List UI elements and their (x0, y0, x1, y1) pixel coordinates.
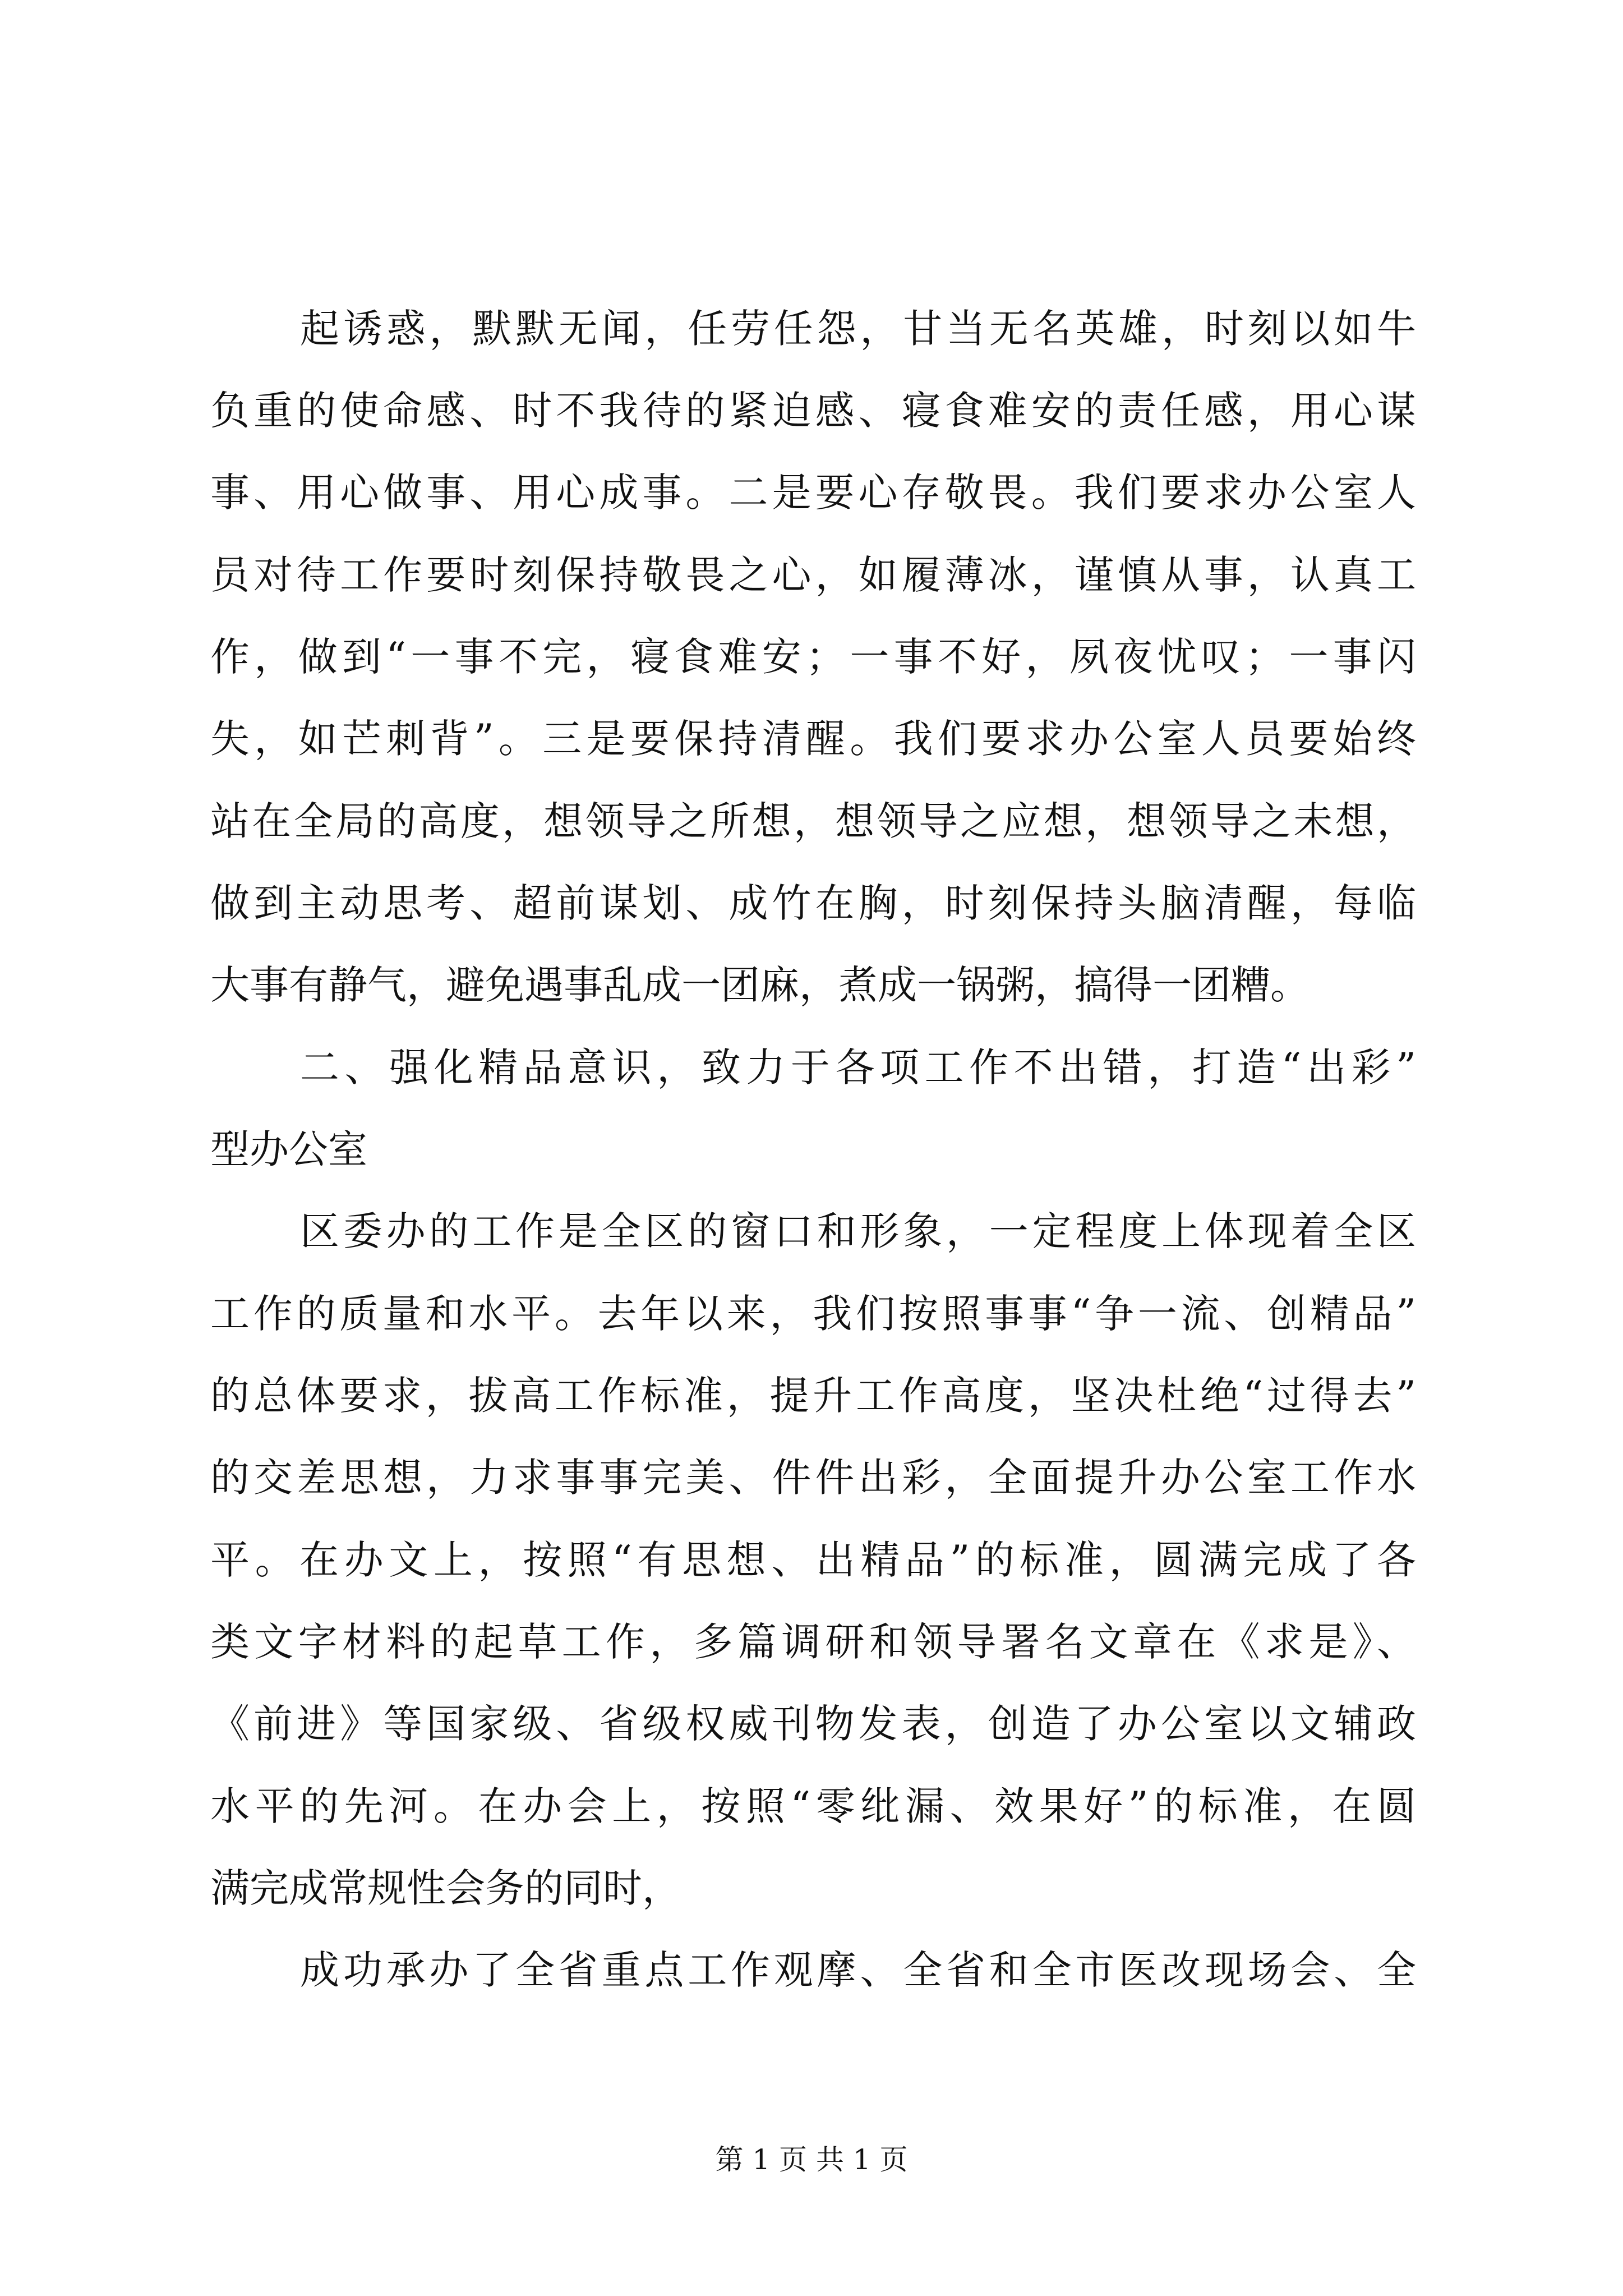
text-line: 起诱惑，默默无闻，任劳任怨，甘当无名英雄，时刻以如牛 (300, 306, 1416, 352)
text-line: 平。在办文上，按照“有思想、出精品”的标准，圆满完成了各 (210, 1537, 1416, 1583)
text-line: 大事有静气，避免遇事乱成一团麻，煮成一锅粥，搞得一团糟。 (210, 962, 1310, 1008)
text-line: 满完成常规性会务的同时， (210, 1865, 681, 1911)
text-line: 作，做到“一事不完，寝食难安；一事不好，夙夜忧叹；一事闪 (210, 634, 1416, 680)
section-heading-cont: 型办公室 (210, 1126, 367, 1172)
text-line: 水平的先河。在办会上，按照“零纰漏、效果好”的标准，在圆 (210, 1783, 1416, 1829)
text-line: 做到主动思考、超前谋划、成竹在胸，时刻保持头脑清醒，每临 (210, 880, 1416, 926)
text-line: 负重的使命感、时不我待的紧迫感、寝食难安的责任感，用心谋 (210, 388, 1416, 434)
text-line: 区委办的工作是全区的窗口和形象，一定程度上体现着全区 (300, 1208, 1416, 1254)
text-line: 事、用心做事、用心成事。二是要心存敬畏。我们要求办公室人 (210, 470, 1416, 516)
text-line: 成功承办了全省重点工作观摩、全省和全市医改现场会、全 (300, 1947, 1416, 1993)
text-line: 工作的质量和水平。去年以来，我们按照事事“争一流、创精品” (210, 1291, 1416, 1337)
text-line: 员对待工作要时刻保持敬畏之心，如履薄冰，谨慎从事，认真工 (210, 552, 1416, 598)
section-heading: 二、强化精品意识，致力于各项工作不出错，打造“出彩” (300, 1045, 1416, 1091)
text-line: 《前进》等国家级、省级权威刊物发表，创造了办公室以文辅政 (210, 1701, 1416, 1747)
text-line: 失，如芒刺背”。三是要保持清醒。我们要求办公室人员要始终 (210, 716, 1416, 762)
text-line: 的总体要求，拔高工作标准，提升工作高度，坚决杜绝“过得去” (210, 1373, 1416, 1419)
text-line: 的交差思想，力求事事完美、件件出彩，全面提升办公室工作水 (210, 1455, 1416, 1501)
text-line: 类文字材料的起草工作，多篇调研和领导署名文章在《求是》、 (210, 1619, 1416, 1665)
page-footer: 第 1 页 共 1 页 (715, 2143, 908, 2176)
text-line: 站在全局的高度，想领导之所想，想领导之应想，想领导之未想， (210, 798, 1416, 844)
